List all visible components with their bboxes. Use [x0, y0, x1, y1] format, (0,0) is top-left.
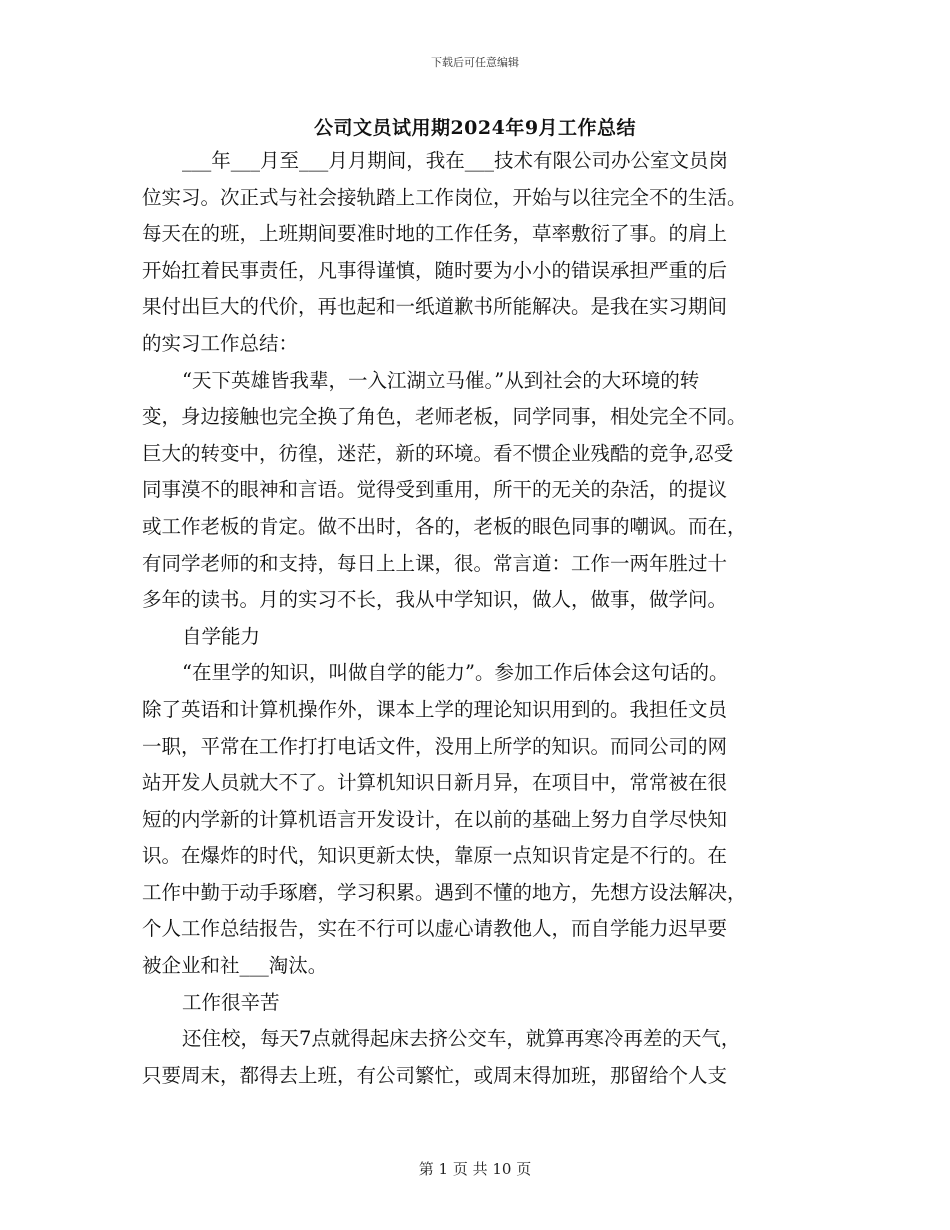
header-note: 下载后可任意编辑 [431, 56, 519, 69]
text-line: 位实习。次正式与社会接轨踏上工作岗位，开始与以往完全不的生活。 [142, 185, 747, 209]
section-heading: 自学能力 [182, 624, 261, 648]
text-line: “在里学的知识，叫做自学的能力”。参加工作后体会这句话的。 [182, 661, 729, 685]
document-title: 公司文员试用期2024年9月工作总结 [313, 117, 637, 139]
text-line: 站开发人员就大不了。计算机知识日新月异，在项目中，常常被在很 [142, 771, 728, 795]
text-line: 识。在爆炸的时代，知识更新太快，靠原一点知识肯定是不行的。在 [142, 844, 728, 868]
text-line: 变，身边接触也完全换了角色，老师老板，同学同事，相处完全不同。 [142, 405, 747, 429]
text-line: 同事漠不的眼神和言语。觉得受到重用，所干的无关的杂活，的提议 [142, 478, 728, 502]
page-footer: 第 1 页 共 10 页 [418, 1160, 532, 1178]
text-line: 的实习工作总结： [142, 331, 299, 355]
text-line: 还住校，每天7点就得起床去挤公交车，就算再寒冷再差的天气， [182, 1027, 741, 1051]
text-line: 只要周末，都得去上班，有公司繁忙，或周末得加班，那留给个人支 [142, 1063, 728, 1087]
text-line: 开始扛着民事责任，凡事得谨慎，随时要为小小的错误承担严重的后 [142, 258, 728, 282]
document-body [142, 143, 810, 1094]
section-heading: 工作很辛苦 [182, 990, 280, 1014]
text-line: 巨大的转变中，彷徨，迷茫，新的环境。看不惯企业残酷的竞争,忍受 [142, 441, 734, 465]
text-line: 个人工作总结报告，实在不行可以虚心请教他人，而自学能力迟早要 [142, 917, 728, 941]
text-line: 果付出巨大的代价，再也起和一纸道歉书所能解决。是我在实习期间 [142, 295, 728, 319]
text-line: “天下英雄皆我辈，一入江湖立马催。”从到社会的大环境的转 [182, 368, 700, 392]
text-line: ___年___月至___月月期间，我在___技术有限公司办公室文员岗 [182, 149, 729, 172]
text-line: 短的内学新的计算机语言开发设计，在以前的基础上努力自学尽快知 [142, 807, 728, 831]
text-line: 每天在的班，上班期间要准时地的工作任务，草率敷衍了事。的肩上 [142, 222, 728, 246]
text-line: 被企业和社___淘汰。 [142, 954, 328, 978]
text-line: 或工作老板的肯定。做不出时，各的，老板的眼色同事的嘲讽。而在， [142, 514, 747, 538]
text-line: 工作中勤于动手琢磨，学习积累。遇到不懂的地方，先想方设法解决， [142, 880, 747, 904]
text-line: 一职，平常在工作打打电话文件，没用上所学的知识。而同公司的网 [142, 734, 728, 758]
text-line: 有同学老师的和支持，每日上上课，很。常言道：工作一两年胜过十 [142, 551, 728, 575]
text-line: 多年的读书。月的实习不长，我从中学知识，做人，做事，做学问。 [142, 588, 728, 612]
text-line: 除了英语和计算机操作外，课本上学的理论知识用到的。我担任文员 [142, 697, 728, 721]
